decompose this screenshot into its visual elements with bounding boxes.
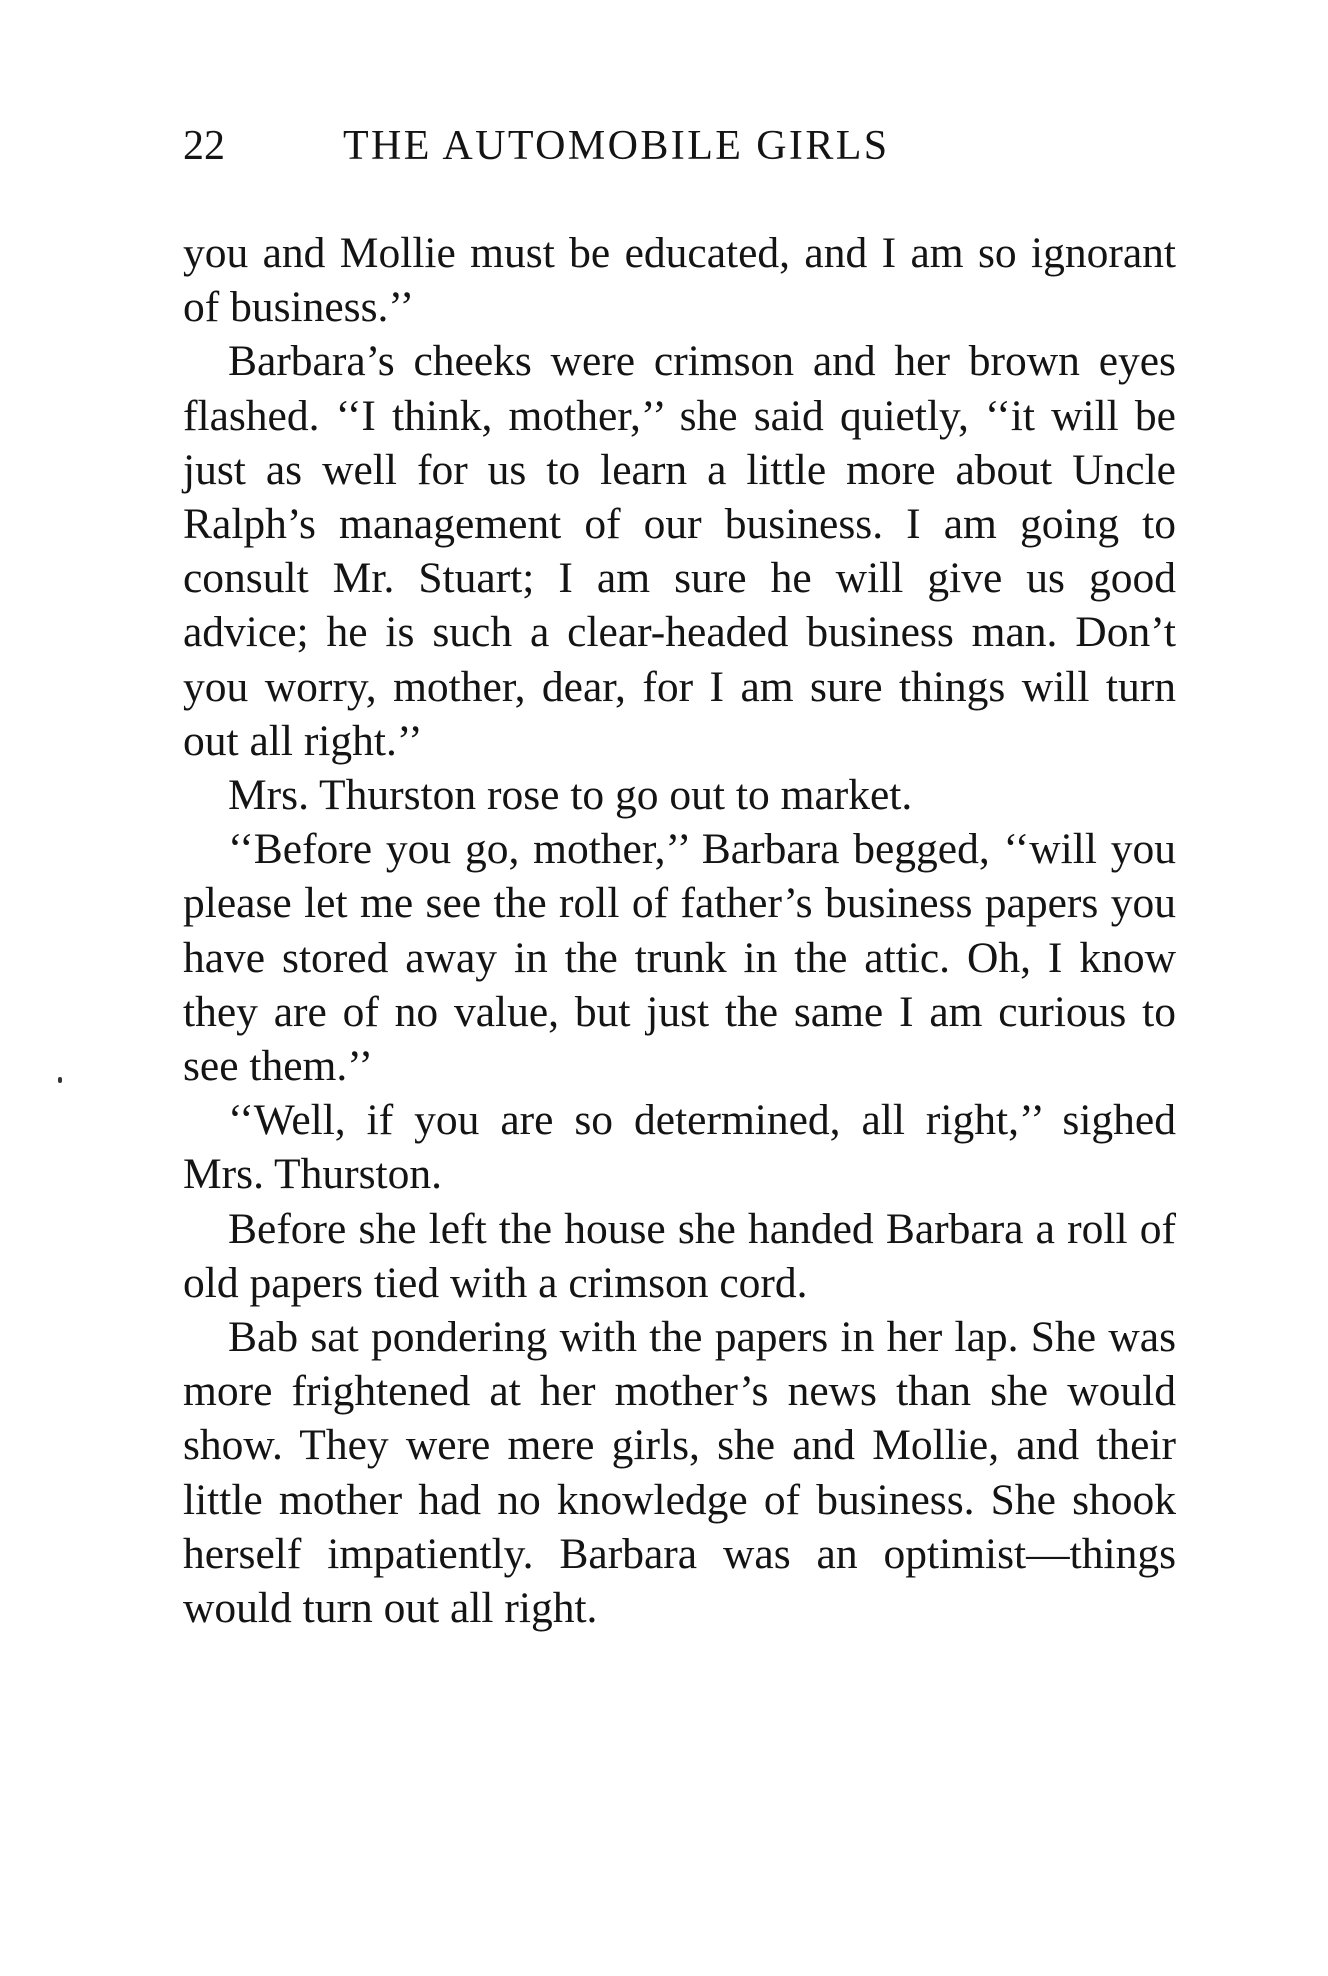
paragraph-bab-pondering: Bab sat pondering with the papers in her lap. She was more frightened at her mother’s news than she would show. They were mere girls, she and Mollie, and their little mother had no knowledge of business. She shook herself impatiently. Barbara was an optimist—things would turn out all right. (183, 1313, 1176, 1633)
running-head (183, 118, 1011, 174)
paragraph-mrs-thurston-sighs: ‘‘Well, if you are so determined, all right,’’ sighed Mrs. Thurston. (183, 1096, 1176, 1199)
paragraph-barbara-replies: Barbara’s cheeks were crimson and her brown eyes flashed. ‘‘I think, mother,’’ she said quietly, ‘‘it will be just as well for us to learn a little more about Uncle Ralph’s management of our business. I am going to consult Mr. Stuart; I am sure he will give us good advice; he is such a clear-headed business man. Don’t you worry, mother, dear, for I am sure things will turn out all right.’’ (183, 337, 1176, 765)
paragraph-roll-of-papers: Before she left the house she handed Barbara a roll of old papers tied with a crimson cord. (183, 1204, 1176, 1307)
body-text (183, 226, 1176, 1635)
paragraph-mrs-thurston-rose: Mrs. Thurston rose to go out to market. (228, 771, 913, 820)
book-title: THE AUTOMOBILE GIRLS (343, 123, 890, 169)
paragraph-barbara-begs: ‘‘Before you go, mother,’’ Barbara begged, ‘‘will you please let me see the roll of father’s business papers you have stored away in the trunk in the attic. Oh, I know they are of no value, but just the same I am curious to see them.’’ (183, 825, 1176, 1091)
paragraph-continuation: you and Mollie must be educated, and I am so ignorant of business.’’ (183, 229, 1176, 332)
ink-speck (58, 1077, 62, 1083)
page-number: 22 (183, 123, 225, 169)
